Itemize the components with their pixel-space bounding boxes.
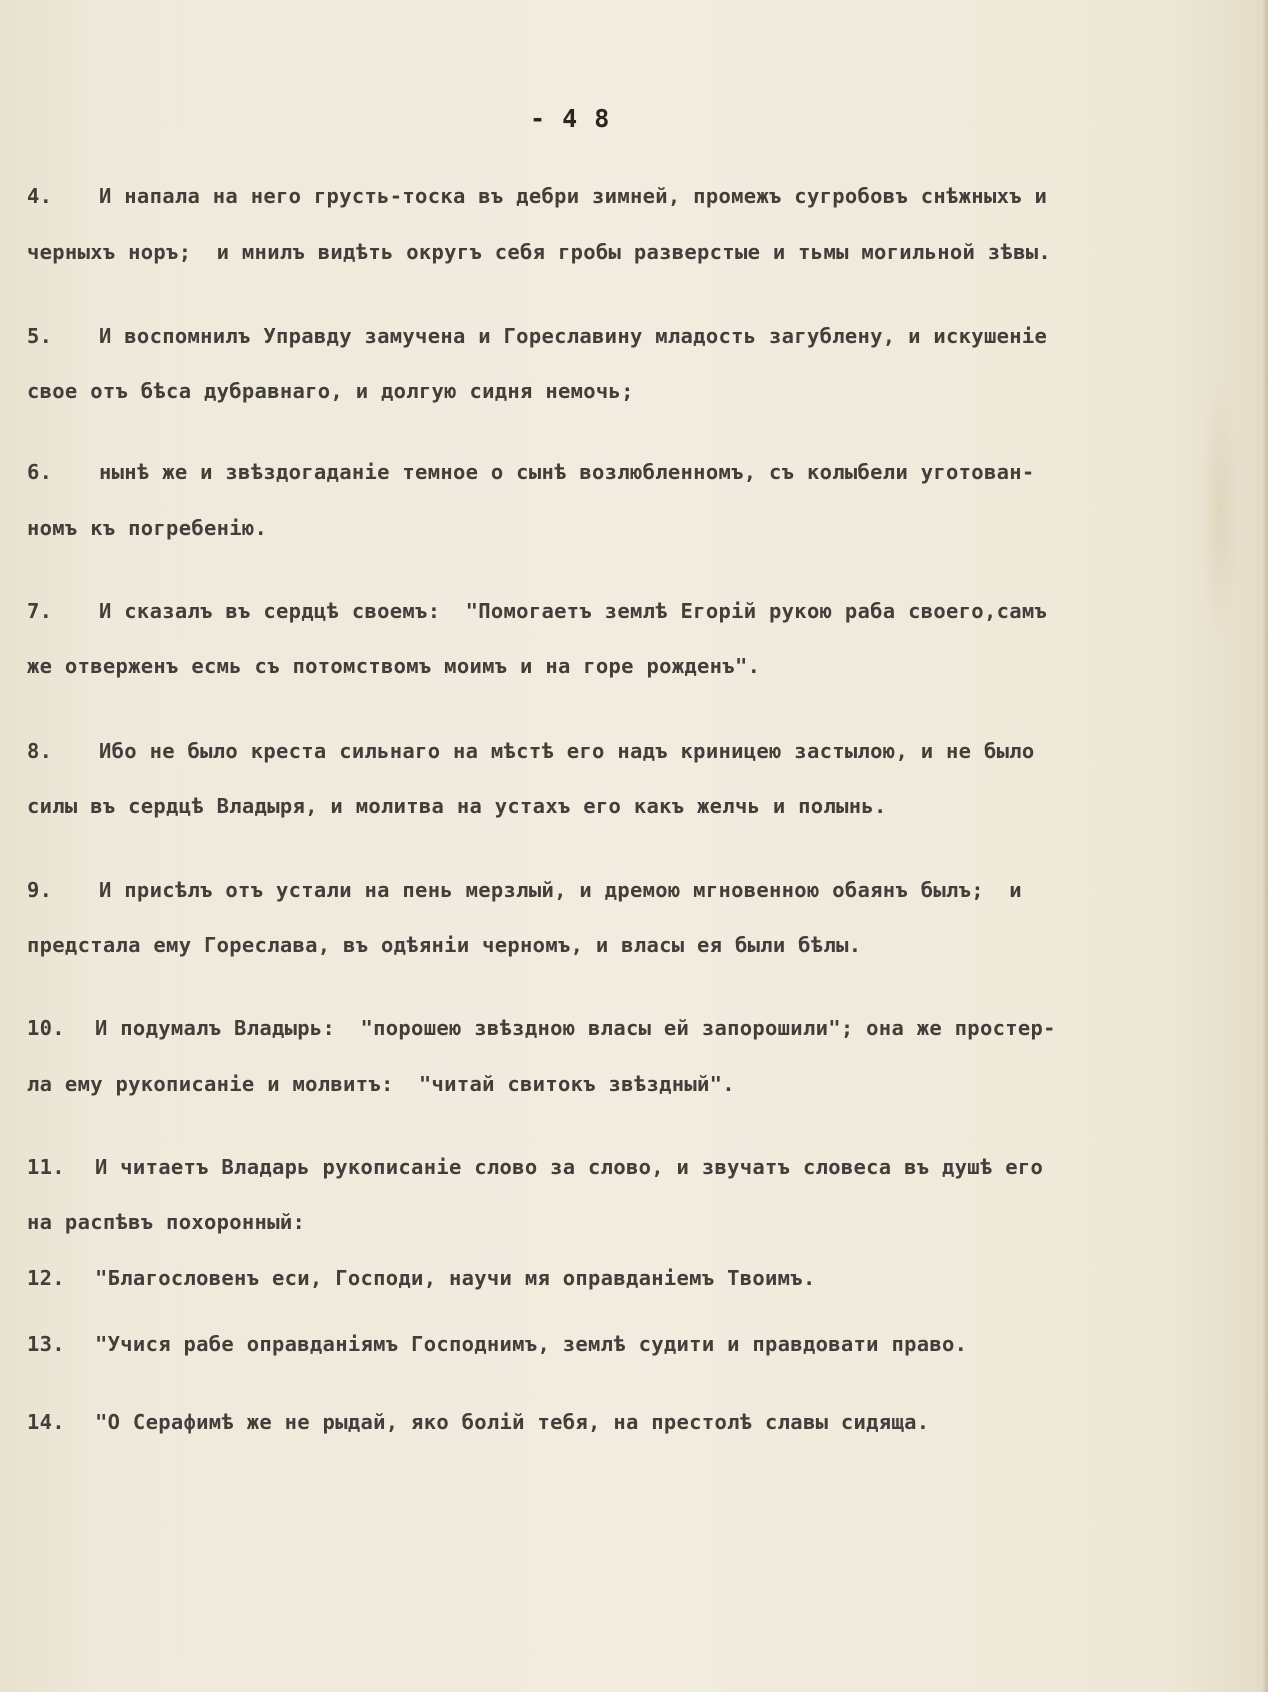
verse-13-line-1 (27, 1330, 967, 1358)
verse-text: И напала на него грусть-тоска въ дебри зимней, промежъ сугробовъ снѣжныхъ и (99, 184, 1048, 208)
verse-4-line-2 (27, 238, 1051, 266)
verse-4-line-1 (27, 182, 1047, 210)
verse-7-line-2 (27, 652, 760, 680)
verse-text: "Учися рабе оправданiямъ Господнимъ, землѣ судити и правдовати право. (95, 1332, 968, 1356)
verse-8-line-1 (27, 737, 1035, 765)
verse-8-line-2 (27, 792, 887, 820)
verse-text: И присѣлъ отъ устали на пень мерзлый, и дремою мгновенною обаянъ былъ; и (99, 878, 1022, 902)
verse-9-line-2 (27, 931, 861, 959)
verse-text: нынѣ же и звѣздогаданiе темное о сынѣ возлюбленномъ, съ колыбели уготован- (99, 460, 1035, 484)
paper-stain (1200, 380, 1240, 640)
verse-12-line-1 (27, 1264, 816, 1292)
verse-text: И подумалъ Владырь: "порошею звѣздною власы ей запорошили"; она же простер- (95, 1016, 1056, 1040)
verse-text: ла ему рукописанiе и молвитъ: "читай свитокъ звѣздный". (27, 1072, 735, 1096)
verse-10-line-2 (27, 1070, 735, 1098)
verse-number: 13. (27, 1332, 65, 1356)
verse-text: И воспомнилъ Управду замучена и Гореславину младость загублену, и искушенiе (99, 324, 1048, 348)
verse-text: предстала ему Гореслава, въ одѣянiи черномъ, и власы ея были бѣлы. (27, 933, 862, 957)
verse-text: же отверженъ есмь съ потомствомъ моимъ и на горе рожденъ". (27, 654, 761, 678)
verse-number: 8. (27, 739, 53, 763)
verse-number: 6. (27, 460, 53, 484)
verse-text: черныхъ норъ; и мнилъ видѣть округъ себя гробы разверстые и тьмы могильной зѣвы. (27, 240, 1052, 264)
verse-number: 9. (27, 878, 53, 902)
page-edge-shadow (1262, 0, 1268, 1692)
verse-number: 14. (27, 1410, 65, 1434)
verse-text: Ибо не было креста сильнаго на мѣстѣ его надъ криницею застылою, и не было (99, 739, 1035, 763)
verse-11-line-2 (27, 1208, 305, 1236)
verse-7-line-1 (27, 597, 1047, 625)
verse-6-line-1 (27, 458, 1035, 486)
verse-11-line-1 (27, 1153, 1043, 1181)
verse-6-line-2 (27, 514, 267, 542)
verse-number: 5. (27, 324, 53, 348)
verse-text: И читаетъ Владарь рукописанiе слово за слово, и звучатъ словеса въ душѣ его (95, 1155, 1044, 1179)
verse-number: 7. (27, 599, 53, 623)
verse-text: свое отъ бѣса дубравнаго, и долгую сидня немочь; (27, 379, 634, 403)
verse-5-line-1 (27, 322, 1047, 350)
verse-number: 4. (27, 184, 53, 208)
verse-5-line-2 (27, 377, 634, 405)
verse-text: И сказалъ въ сердцѣ своемъ: "Помогаетъ землѣ Егорiй рукою раба своего,самъ (99, 599, 1048, 623)
verse-number: 11. (27, 1155, 65, 1179)
verse-text: номъ къ погребенiю. (27, 516, 268, 540)
verse-text: силы въ сердцѣ Владыря, и молитва на устахъ его какъ желчь и полынь. (27, 794, 887, 818)
verse-text: "О Серафимѣ же не рыдай, яко болiй тебя, на престолѣ славы сидяща. (95, 1410, 930, 1434)
verse-number: 12. (27, 1266, 65, 1290)
verse-text: на распѣвъ похоронный: (27, 1210, 306, 1234)
verse-10-line-1 (27, 1014, 1056, 1042)
verse-14-line-1 (27, 1408, 929, 1436)
verse-number: 10. (27, 1016, 65, 1040)
verse-text: "Благословенъ еси, Господи, научи мя оправданiемъ Твоимъ. (95, 1266, 816, 1290)
page-number: - 4 8 (530, 104, 611, 133)
verse-9-line-1 (27, 876, 1022, 904)
